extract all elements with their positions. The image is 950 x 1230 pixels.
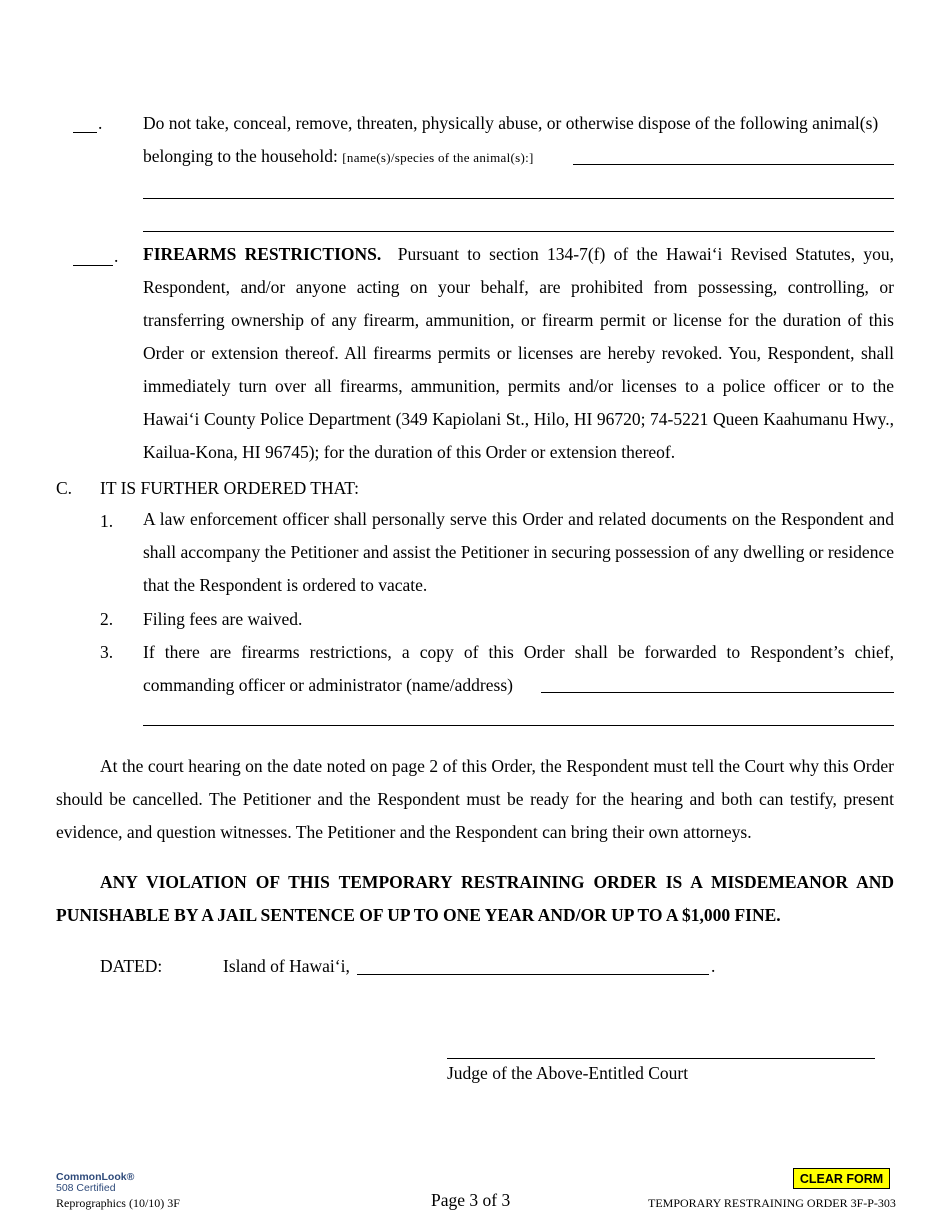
- item-2-number: 2.: [100, 609, 114, 629]
- item-2-text: Filing fees are waived.: [143, 609, 303, 629]
- commonlook-logo: [56, 1172, 134, 1194]
- animals-lead: belonging to the household:: [143, 146, 338, 166]
- dated-label: DATED:: [100, 956, 163, 976]
- animals-input-line1[interactable]: [573, 164, 894, 165]
- firearms-paragraph: [143, 238, 894, 469]
- item-3-text-line1: If there are firearms restrictions, a copy of this Order shall be forwarded to Respondent’s chief,: [143, 642, 894, 662]
- dated-location: Island of Hawai‘i,: [223, 956, 350, 976]
- logo-brand: CommonLook®: [56, 1171, 135, 1183]
- item-3-number: 3.: [100, 642, 114, 662]
- officer-name-address-line1[interactable]: [541, 692, 894, 693]
- dated-period: .: [711, 956, 716, 976]
- animals-text-line2: [143, 146, 534, 167]
- section-c-letter: C.: [56, 478, 73, 498]
- judge-signature-line[interactable]: [447, 1058, 875, 1059]
- officer-name-address-line2[interactable]: [143, 725, 894, 726]
- section-c-heading: IT IS FURTHER ORDERED THAT:: [100, 478, 359, 498]
- animals-field-label: [name(s)/species of the animal(s):]: [342, 150, 534, 165]
- firearms-checkbox-blank[interactable]: [73, 265, 113, 266]
- page-number: Page 3 of 3: [431, 1190, 511, 1210]
- animals-marker-period: .: [98, 113, 103, 133]
- animals-input-line2[interactable]: [143, 198, 894, 199]
- dated-input-line[interactable]: [357, 974, 709, 975]
- firearms-heading: FIREARMS RESTRICTIONS.: [143, 244, 382, 264]
- item-1-text: A law enforcement officer shall personally serve this Order and related documents on the Respondent and shall accompany the Petitioner and assist the Petitioner in securing possession of any dwelling or residence that the Respondent is ordered to vacate.: [143, 509, 894, 595]
- violation-warning: ANY VIOLATION OF THIS TEMPORARY RESTRAINING ORDER IS A MISDEMEANOR AND PUNISHABLE BY A JAIL SENTENCE OF UP TO ONE YEAR AND/OR UP TO A $1,000 FINE.: [56, 872, 894, 925]
- animals-checkbox-blank[interactable]: [73, 132, 97, 133]
- logo-cert: 508 Certified: [56, 1182, 116, 1194]
- reprographics-label: Reprographics (10/10) 3F: [56, 1196, 180, 1210]
- item-3-text-line2: commanding officer or administrator (name/address): [143, 675, 513, 695]
- clear-form-button[interactable]: CLEAR FORM: [793, 1168, 890, 1189]
- firearms-body: Pursuant to section 134-7(f) of the Hawai‘i Revised Statutes, you, Respondent, and/or anyone acting on your behalf, are prohibited from possessing, controlling, or transferring ownership of any firearm, ammunition, or firearm permit or license for the duration of this Order or extension thereof. All firearms permits or licenses are hereby revoked. You, Respondent, shall immediately turn over all firearms, ammunition, permits and/or licenses to a police officer or to the Hawai‘i County Police Department (349 Kapiolani St., Hilo, HI 96720; 74-5221 Queen Kaahumanu Hwy., Kailua-Kona, HI 96745); for the duration of this Order or extension thereof.: [143, 244, 895, 462]
- animals-text-line1: Do not take, conceal, remove, threaten, physically abuse, or otherwise dispose of the following animal(s): [143, 113, 879, 133]
- hearing-paragraph: At the court hearing on the date noted on page 2 of this Order, the Respondent must tell the Court why this Order should be cancelled. The Petitioner and the Respondent must be ready for the hearing and both can testify, present evidence, and question witnesses. The Petitioner and the Respondent can bring their own attorneys.: [56, 756, 894, 842]
- judge-signature-caption: Judge of the Above-Entitled Court: [447, 1063, 689, 1083]
- firearms-marker-period: .: [114, 246, 119, 266]
- item-1-number: 1.: [100, 511, 114, 531]
- form-title: TEMPORARY RESTRAINING ORDER 3F-P-303: [648, 1196, 896, 1210]
- animals-input-line3[interactable]: [143, 231, 894, 232]
